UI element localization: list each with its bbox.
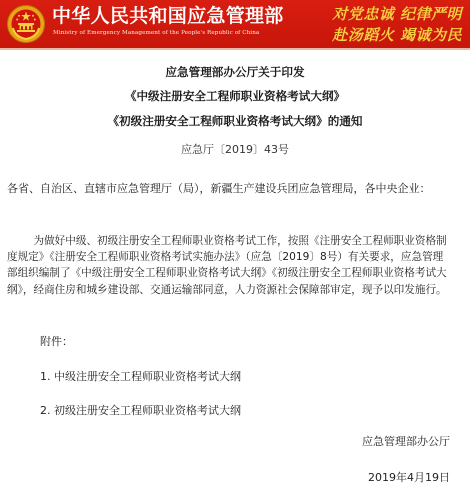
attachments-label: 附件： xyxy=(40,335,73,348)
document-title-line-2: 《中级注册安全工程师职业资格考试大纲》 xyxy=(124,89,346,103)
banner-divider xyxy=(0,48,470,50)
header-banner xyxy=(0,0,470,48)
motto-line-1: 对党忠诚 纪律严明 xyxy=(332,5,462,23)
national-emblem-icon xyxy=(6,4,46,44)
document-number: 应急厅〔2019〕43号 xyxy=(181,143,289,156)
addressee: 各省、自治区、直辖市应急管理厅（局），新疆生产建设兵团应急管理局，各中央企业： xyxy=(7,182,431,195)
document-title-line-3: 《初级注册安全工程师职业资格考试大纲》的通知 xyxy=(107,114,363,128)
agency-name: 中华人民共和国应急管理部 xyxy=(52,5,284,27)
document-title-line-1: 应急管理部办公厅关于印发 xyxy=(165,65,305,79)
issue-date: 2019年4月19日 xyxy=(368,471,450,484)
motto-line-2: 赴汤蹈火 竭诚为民 xyxy=(332,26,462,44)
body-paragraph: 为做好中级、初级注册安全工程师职业资格考试工作，按照《注册安全工程师职业资格制度规定》《注册安全工程师职业资格考试实施办法》（应急〔2019〕8号）有关要求，应急管理部组织编制了《中级注册安全工程师职业资格考试大纲》《初级注册安全工程师职业资格考试大纲》，经商住房和城乡建设部、交通运输部同意，人力资源社会保障部审定，现予以印发施行。 xyxy=(7,235,447,296)
attachment-item-1[interactable]: 1. 中级注册安全工程师职业资格考试大纲 xyxy=(40,370,241,383)
attachment-item-2[interactable]: 2. 初级注册安全工程师职业资格考试大纲 xyxy=(40,404,241,417)
signature: 应急管理部办公厅 xyxy=(362,435,450,448)
agency-name-english: Ministry of Emergency Management of the People's Republic of China xyxy=(53,30,260,36)
